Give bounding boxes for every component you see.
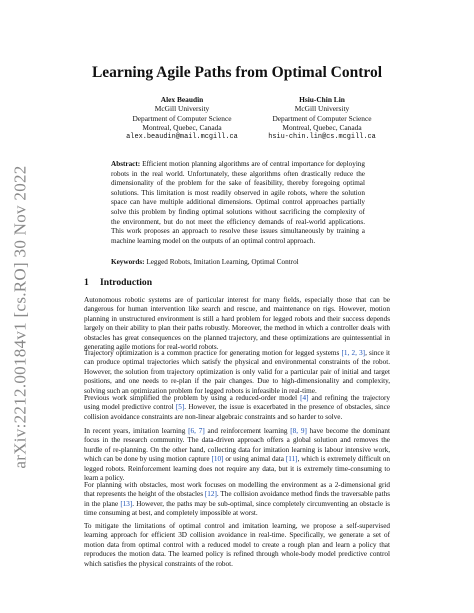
citation-link[interactable]: [1, 2, 3]	[341, 349, 366, 357]
paragraph-text: . However, the issue is exacerbated in the presence of obstacles, since collision avoidance constraints are non-linear algebraic constraints and so harder to solve.	[84, 403, 390, 421]
author-affiliation: McGill University	[154, 104, 210, 114]
citation-link[interactable]: [4]	[300, 394, 309, 402]
paragraph-text: and reinforcement learning	[204, 427, 291, 435]
paragraph-text: . The collision avoidance method finds the traversable paths in the plane	[84, 490, 390, 508]
author-name: Alex Beaudin	[160, 95, 204, 104]
author-name: Hsiu-Chin Lin	[299, 95, 345, 104]
author-location: Montreal, Quebec, Canada	[282, 123, 362, 133]
arxiv-identifier-text: arXiv:2212.00184v1 [cs.RO] 30 Nov 2022	[11, 165, 30, 469]
citation-link[interactable]: [5]	[175, 403, 185, 412]
abstract-text: Efficient motion planning algorithms are of central importance for deploying robots in the real world. Unfortunately, these algorithms often drastically reduce the dimensionality of the problem for the sake of feasibility, thereby foregoing optimal solutions. This limitation is most readily observed in agile robots, where the solution space can have multiple additional dimensions. Optimal control approaches partially solve this problem by finding optimal solutions without sacrificing the complexity of the environment, but do not meet the efficiency demands of real-world applications. This work proposes an approach to resolve these issues simultaneously by training a machine learning model on the outputs of an optimal control approach.	[111, 160, 365, 245]
paper-title: Learning Agile Paths from Optimal Control	[91, 64, 383, 81]
paragraph-5	[84, 481, 390, 519]
keywords-label: Keywords:	[111, 258, 145, 266]
citation-link[interactable]: [12]	[204, 490, 217, 499]
abstract	[111, 160, 365, 246]
author-location: Montreal, Quebec, Canada	[142, 123, 222, 133]
paragraph-text: . However, the paths may be sub-optimal, since completely circumventing an obstacle is time consuming at best, and completely impossible at worst.	[84, 499, 390, 518]
citation-link[interactable]: [10]	[211, 455, 224, 464]
paragraph-text: or using animal data	[223, 455, 286, 464]
paragraph-text: , since it can produce optimal trajectories which satisfy the physical and environmental constraints of the robot. However, the solution from trajectory optimization is only valid for a particular pair of initial and target positions, and one needs to re-plan if the pair changes. Due to high-dimensionality and complexity, solving such an optimization problem for legged robots is infeasible in real-time.	[84, 349, 390, 395]
author-affiliation: McGill University	[294, 104, 350, 114]
abstract-label: Abstract:	[111, 160, 141, 168]
arxiv-identifier	[6, 152, 36, 482]
paragraph-2	[84, 349, 390, 396]
paragraph-text: In recent years, imitation learning	[84, 427, 189, 435]
keywords	[111, 258, 365, 268]
keywords-text: Legged Robots, Imitation Learning, Optimal Control	[146, 258, 299, 266]
author-department: Department of Computer Science	[272, 113, 372, 123]
paragraph-text: Previous work simplified the problem by using a reduced-order model	[84, 394, 301, 402]
paragraph-text: have become the dominant focus in the research community. The data-driven approach offers a global solution and removes the hurdle of re-planning. On the other hand, collecting data for imitation learning is labour intensive work, which can be done by using motion capture	[84, 427, 390, 464]
citation-link[interactable]: [11]	[285, 455, 298, 464]
paragraph-text: Trajectory optimization is a common practice for generating motion for legged systems	[84, 349, 342, 357]
author-block-2	[237, 95, 407, 142]
citation-link[interactable]: [13]	[120, 499, 133, 508]
paragraph-6: To mitigate the limitations of optimal control and imitation learning, we propose a self-supervised learning approach for efficient 3D collision avoidance in real-time. Specifically, we generate a set of motion data from optimal control with a reduced model to create a rough plan and learn a policy that reproduces the motion data. The learned policy is refined through whole-body model predictive control which satisfies the physical constraints of the robot.	[84, 522, 390, 568]
section-heading	[84, 277, 152, 288]
paragraph-4	[84, 427, 390, 483]
author-email: alex.beaudin@mail.mcgill.ca	[126, 132, 238, 141]
section-title: Introduction	[100, 277, 153, 288]
author-email: hsiu-chin.lin@cs.mcgill.ca	[268, 132, 376, 141]
citation-link[interactable]: [8, 9]	[290, 427, 307, 435]
paragraph-3	[84, 394, 390, 422]
paragraph-text: For planning with obstacles, most work focuses on modelling the environment as a 2-dimensional grid that represents the height of the obstacles	[84, 481, 390, 499]
section-number: 1	[84, 277, 89, 288]
author-department: Department of Computer Science	[132, 113, 232, 123]
citation-link[interactable]: [6, 7]	[188, 427, 205, 435]
paragraph-text: , which is extremely difficult on legged robots. Reinforcement learning does not require any data, but it is extremely time-consuming to learn a policy.	[84, 455, 390, 483]
paragraph-text: and refining the trajectory using model predictive control	[84, 394, 390, 412]
paragraph-1: Autonomous robotic systems are of particular interest for many fields, especially those that can be dangerous for human intervention like search and rescue, and maintenance on rigs. However, motion planning in unstructured environment is still a hard problem for legged robots and their success depends largely on their ability to plan their paths robustly. Moreover, the method in which a controller deals with obstacles has great consequences on the planned trajectory, and these optimizations are quintessential in generating agile motions for real-world robots.	[84, 296, 390, 352]
